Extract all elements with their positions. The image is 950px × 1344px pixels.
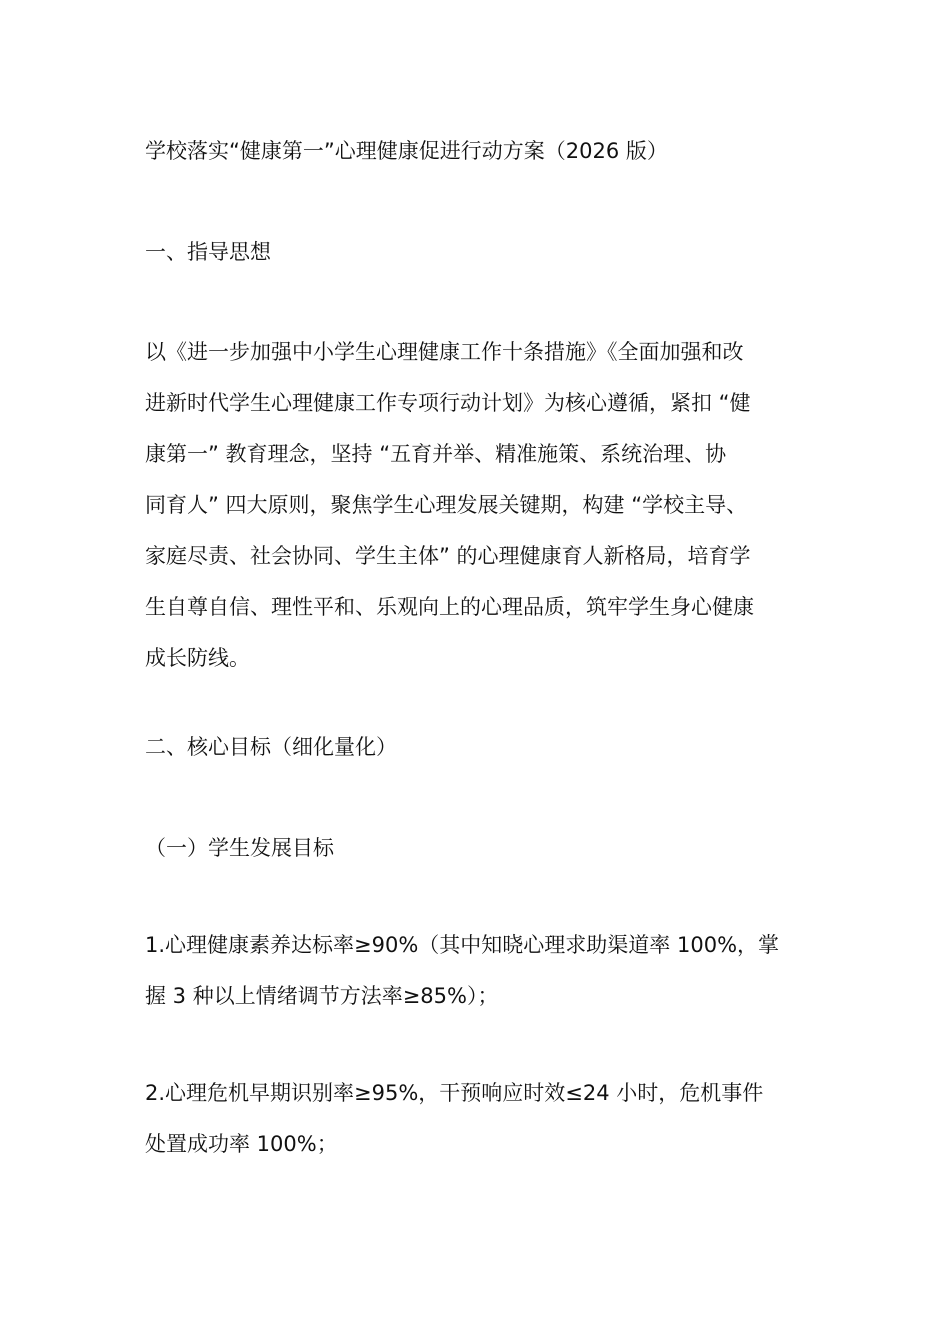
- paragraph-guiding-ideology: [145, 327, 825, 684]
- paragraph-line: 处置成功率 100%；: [145, 1132, 338, 1156]
- paragraph-line: 以《进一步加强中小学生心理健康工作十条措施》《全面加强和改: [145, 340, 744, 364]
- paragraph-line: 成长防线。: [145, 646, 250, 670]
- paragraph-line: 家庭尽责、社会协同、学生主体” 的心理健康育人新格局，培育学: [145, 544, 751, 568]
- paragraph-line: 康第一” 教育理念，坚持 “五育并举、精准施策、系统治理、协: [145, 442, 727, 466]
- list-item-literacy-rate: [145, 920, 825, 1022]
- section-heading-core-goals: 二、核心目标（细化量化）: [145, 735, 397, 759]
- paragraph-line: 同育人” 四大原则，聚焦学生心理发展关键期，构建 “学校主导、: [145, 493, 748, 517]
- paragraph-line: 1.心理健康素养达标率≥90%（其中知晓心理求助渠道率 100%，掌: [145, 933, 780, 957]
- subsection-heading-student-goals: （一）学生发展目标: [145, 836, 334, 860]
- paragraph-line: 握 3 种以上情绪调节方法率≥85%）；: [145, 984, 499, 1008]
- paragraph-line: 生自尊自信、理性平和、乐观向上的心理品质，筑牢学生身心健康: [145, 595, 754, 619]
- paragraph-line: 2.心理危机早期识别率≥95%，干预响应时效≤24 小时，危机事件: [145, 1081, 764, 1105]
- list-item-crisis-identification: [145, 1068, 825, 1170]
- section-heading-guiding-ideology: 一、指导思想: [145, 240, 271, 264]
- paragraph-line: 进新时代学生心理健康工作专项行动计划》为核心遵循，紧扣 “健: [145, 391, 751, 415]
- document-title: 学校落实“健康第一”心理健康促进行动方案（2026 版）: [145, 139, 668, 163]
